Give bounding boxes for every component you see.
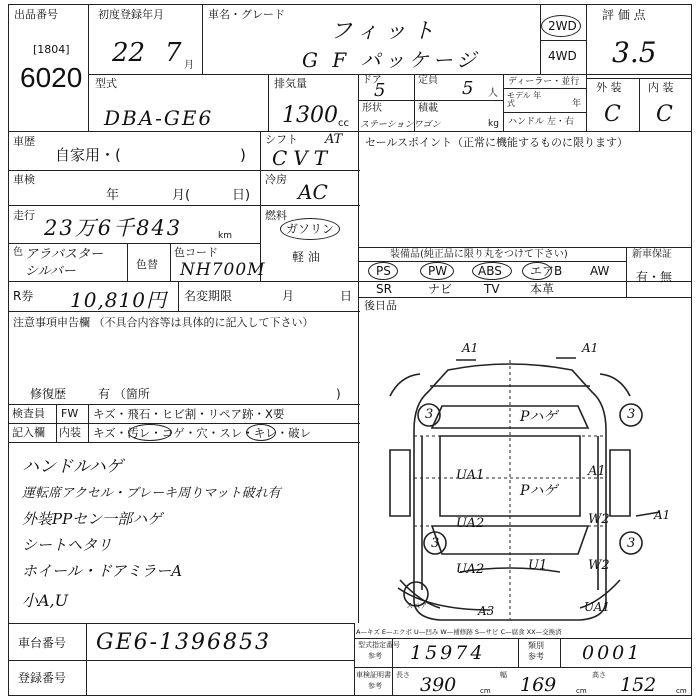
- length-unit: cm: [480, 687, 491, 695]
- note-line: 外装PPセン一部ハゲ: [22, 510, 163, 528]
- history-value: 自家用・(: [55, 146, 121, 164]
- divider: [178, 281, 179, 311]
- year-unit: 年: [572, 99, 582, 109]
- equip-sr: SR: [376, 282, 392, 296]
- inspector-label: 検査員: [12, 407, 45, 420]
- interior-label: 内 装: [648, 81, 674, 94]
- first-reg-label: 初度登録年月: [98, 8, 164, 21]
- grade: G F パッケージ: [302, 48, 481, 72]
- damage-mark: A1: [582, 341, 599, 355]
- equip-aw: AW: [590, 264, 610, 278]
- load-label: 積載: [418, 103, 438, 114]
- dims-sub: 参考: [368, 682, 382, 690]
- equip-airbag: エアB: [530, 264, 563, 278]
- new-car-warranty-label: 新車保証: [632, 249, 672, 260]
- note-line: 運転席アクセル・ブレーキ周りマット破れ有: [22, 486, 281, 501]
- class-sub: 参考: [528, 652, 544, 661]
- divider: [8, 281, 692, 282]
- divider: [8, 311, 360, 312]
- displacement-label: 排気量: [274, 77, 307, 90]
- divider: [88, 74, 692, 75]
- first-reg-month: 7: [165, 38, 182, 68]
- drive-2wd: 2WD: [548, 19, 577, 33]
- name-label: 車名・グレード: [208, 8, 285, 21]
- cert-label: 型式指定番号: [358, 641, 400, 649]
- equip-airbag-circle: [522, 262, 552, 280]
- drive-4wd: 4WD: [548, 49, 577, 63]
- damage-mark: W2: [588, 558, 610, 573]
- damage-mark: UA1: [584, 600, 611, 614]
- shift-label: シフト: [265, 133, 298, 146]
- damage-legend: A—キズ E—エクボ U—凹み W—補修跡 S—サビ C—腐食 XX—交換済: [356, 628, 562, 636]
- divider: [518, 638, 519, 667]
- divider: [8, 423, 360, 424]
- width-value: 169: [520, 674, 557, 696]
- divider: [202, 4, 203, 74]
- divider: [358, 74, 359, 131]
- damage-mark: U1: [528, 558, 548, 573]
- divider: [56, 404, 57, 442]
- name-change-month: 月: [282, 289, 295, 303]
- equipment-label: 装備品(純正品に限り丸をつけて下さい): [390, 249, 568, 260]
- divider: [8, 404, 360, 405]
- color-code: NH700M: [180, 260, 266, 280]
- divider: [8, 205, 360, 206]
- class-value: 0001: [582, 642, 643, 664]
- damage-mark: UA1: [456, 468, 485, 483]
- name-change-label: 名変期限: [184, 289, 233, 303]
- dealer-label: ディーラー・並行: [508, 77, 580, 87]
- capacity: 5: [462, 78, 474, 99]
- fuel-gasoline: ガソリン: [286, 222, 335, 236]
- handle-label: ハンドル 左・右: [508, 117, 574, 127]
- equip-leather: 本革: [530, 282, 555, 296]
- divider: [540, 4, 541, 74]
- divider: [127, 243, 128, 281]
- divider: [358, 247, 692, 248]
- divider: [8, 660, 354, 661]
- divider: [586, 4, 587, 131]
- spare-label: スペア: [406, 602, 427, 610]
- model-label: 型式: [95, 77, 117, 90]
- chassis-label: 車台番号: [18, 636, 67, 650]
- capacity-label: 定員: [418, 75, 438, 86]
- recycle-value: 10,810円: [70, 288, 167, 312]
- damage-mark: A3: [478, 604, 495, 618]
- equip-ps: PS: [376, 264, 391, 278]
- equip-pw: PW: [428, 264, 448, 278]
- inspection-label: 車検: [13, 173, 35, 186]
- recycle-label: R券: [13, 289, 34, 303]
- divider: [8, 442, 360, 443]
- load-unit: kg: [488, 119, 499, 129]
- shape-label: 形状: [362, 103, 382, 114]
- equip-abs: ABS: [478, 264, 502, 278]
- length-value: 390: [420, 674, 457, 696]
- damage-mark: A1: [588, 464, 606, 479]
- divider: [268, 74, 269, 131]
- damage-mark: 3: [627, 407, 636, 422]
- length-label: 長さ: [396, 671, 410, 679]
- capacity-unit: 人: [488, 88, 498, 99]
- int-mark-circle: [128, 424, 172, 441]
- note-line: ホイール・ドアミラーA: [22, 562, 183, 580]
- km-unit: km: [218, 231, 232, 241]
- damage-mark: Pハゲ: [520, 483, 558, 499]
- damage-mark: W2: [588, 512, 610, 527]
- car-name: フィット: [330, 19, 441, 44]
- repair-close: ): [336, 387, 341, 401]
- divider: [358, 131, 359, 281]
- divider: [503, 74, 504, 131]
- int-label: 内装: [59, 426, 81, 439]
- post-label: 後日品: [364, 299, 397, 312]
- score-label: 評 価 点: [602, 8, 646, 22]
- name-change-day: 日: [340, 289, 353, 303]
- history-close: ): [240, 146, 246, 164]
- height-label: 高さ: [592, 671, 606, 679]
- notes-label: 注意事項申告欄 （不具合内容等は具体的に記入して下さい）: [13, 316, 314, 329]
- damage-mark: 3: [627, 536, 636, 551]
- divider: [540, 40, 586, 41]
- displacement: 1300: [282, 103, 338, 128]
- interior-grade: C: [656, 102, 673, 127]
- color-value: アラバスター シルバー: [25, 247, 104, 279]
- damage-mark: A1: [462, 341, 479, 355]
- warranty-value: 有・無: [636, 270, 673, 284]
- divider: [88, 404, 89, 442]
- height-value: 152: [620, 674, 657, 696]
- reg-label: 登録番号: [18, 671, 67, 685]
- height-unit: cm: [676, 687, 687, 695]
- mileage-value: 23万6千843: [44, 216, 183, 240]
- color-label: 色: [13, 247, 23, 258]
- equip-tv: TV: [484, 282, 500, 296]
- divider: [503, 112, 586, 113]
- color-change-label: 色替: [136, 258, 158, 271]
- first-reg-month-unit: 月: [184, 60, 194, 71]
- inspection-year: 年: [106, 188, 120, 203]
- divider: [503, 88, 586, 89]
- ac-label: 冷房: [265, 173, 287, 186]
- cert-value: 15974: [410, 642, 486, 664]
- repair-value: 有 （箇所: [98, 387, 150, 401]
- inspection-day: 日): [232, 188, 251, 203]
- fuel-label: 燃料: [265, 209, 287, 222]
- divider: [86, 623, 87, 696]
- ac-value: AC: [298, 180, 328, 204]
- inspection-month: 月(: [172, 188, 191, 203]
- width-unit: cm: [576, 687, 587, 695]
- damage-mark: A1: [654, 508, 671, 522]
- model-year-label: モデル 年式: [507, 91, 542, 108]
- class-label: 類別: [528, 641, 544, 650]
- equip-navi: ナビ: [428, 282, 453, 296]
- note-line: ハンドルハゲ: [22, 457, 123, 477]
- model-code: DBA-GE6: [104, 106, 214, 130]
- divider: [626, 247, 627, 297]
- shift-sub: AT: [325, 132, 343, 147]
- int-text: キズ・汚レ・コゲ・穴・スレ・キレ・破レ: [93, 426, 312, 440]
- doors-label: ドア: [362, 75, 382, 86]
- damage-mark: UA2: [456, 562, 485, 577]
- damage-mark: Pハゲ: [520, 409, 558, 425]
- divider: [560, 638, 561, 667]
- dims-label: 車検証明書: [356, 671, 391, 679]
- divider: [88, 4, 89, 131]
- repair-label: 修復歴: [30, 387, 67, 401]
- divider: [8, 170, 360, 171]
- damage-mark: 3: [431, 536, 440, 551]
- entry-label: 記入欄: [12, 426, 45, 439]
- cert-sub: 参考: [368, 652, 382, 660]
- divider: [358, 297, 692, 298]
- cc-unit: cc: [338, 118, 349, 129]
- exterior-label: 外 装: [596, 81, 622, 94]
- int-mark-circle: [246, 424, 276, 441]
- lot-label: 出品番号: [14, 8, 58, 21]
- lot-number: 6020: [20, 62, 83, 93]
- equip-pw-circle: [420, 262, 454, 280]
- score: 3.5: [612, 36, 657, 69]
- history-label: 車歴: [13, 135, 35, 148]
- divider: [260, 131, 261, 281]
- width-label: 幅: [500, 671, 507, 679]
- equip-ps-circle: [368, 262, 398, 280]
- doors: 5: [374, 80, 386, 101]
- sales-point-label: セールスポイント（正常に機能するものに限ります）: [365, 136, 629, 149]
- divider: [8, 623, 354, 624]
- lot-sub: [1804]: [33, 43, 70, 56]
- damage-mark: 3: [425, 407, 434, 422]
- divider: [8, 243, 260, 244]
- exterior-grade: C: [604, 102, 621, 127]
- equip-abs-circle: [472, 262, 512, 280]
- first-reg-year: 22: [112, 38, 146, 68]
- divider: [354, 667, 692, 668]
- fw-label: FW: [61, 407, 79, 420]
- divider: [170, 243, 171, 281]
- shape: ステーションワゴン: [360, 120, 441, 130]
- chassis-value: GE6-1396853: [96, 630, 272, 655]
- fw-text: キズ・飛石・ヒビ割・リペア跡・X要: [93, 407, 285, 421]
- note-line: 小A,U: [22, 591, 69, 610]
- note-line: シートヘタリ: [22, 536, 113, 554]
- color-code-label: 色コード: [174, 246, 218, 259]
- mileage-label: 走行: [13, 209, 35, 222]
- divider: [358, 281, 359, 623]
- damage-mark: UA2: [456, 516, 485, 531]
- fuel-light-oil: 軽 油: [292, 250, 320, 264]
- divider: [8, 131, 692, 132]
- divider: [639, 78, 640, 131]
- shift-value: CVT: [272, 146, 334, 170]
